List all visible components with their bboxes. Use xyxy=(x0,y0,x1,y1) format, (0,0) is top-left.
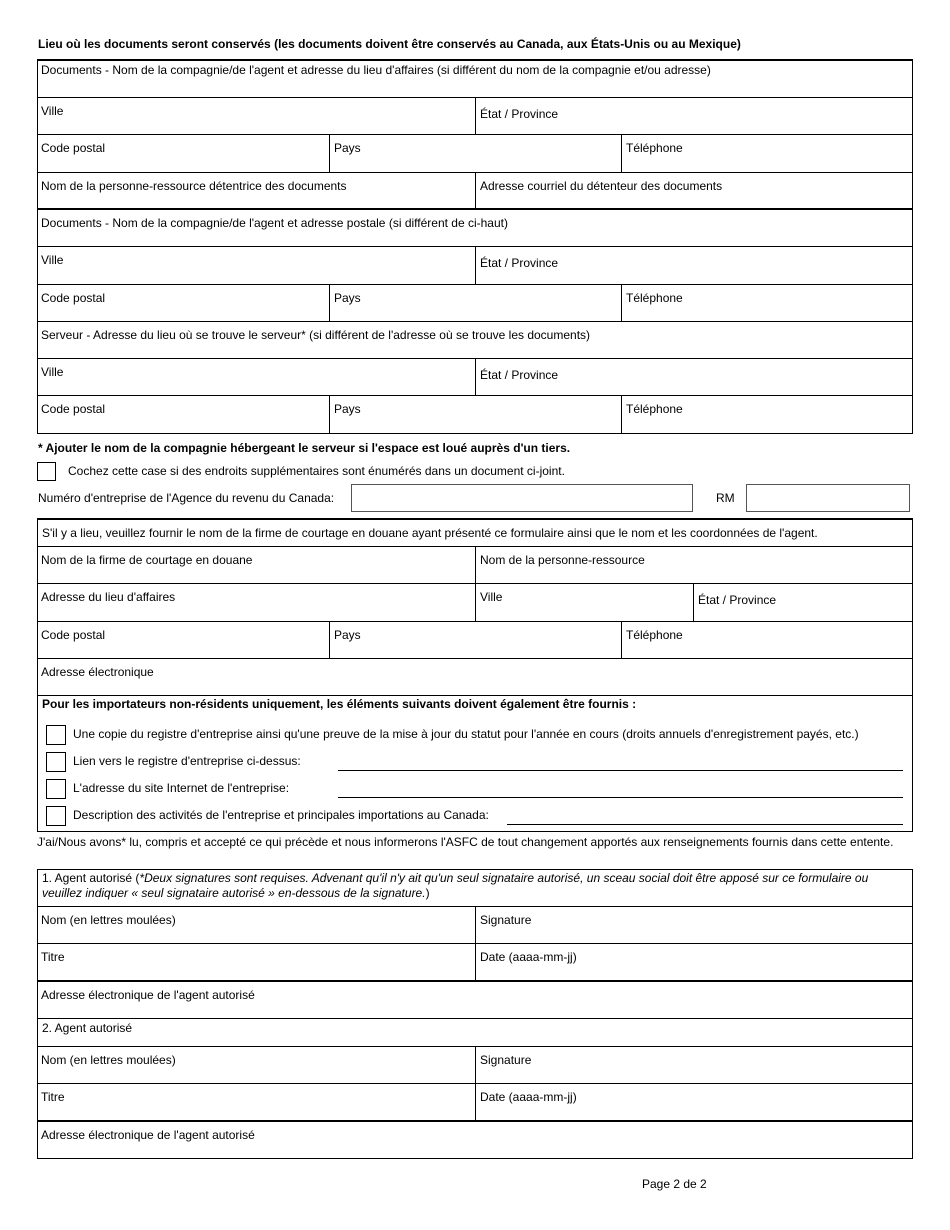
field-label: Signature xyxy=(480,1053,532,1067)
field-label: Code postal xyxy=(41,402,106,416)
docs-business-name-field[interactable] xyxy=(37,59,913,97)
broker-state-field[interactable] xyxy=(693,583,913,621)
rm-input[interactable] xyxy=(746,484,910,512)
server-country-field[interactable] xyxy=(329,395,622,434)
field-label: Téléphone xyxy=(626,402,683,416)
field-label: Titre xyxy=(41,950,65,964)
docs-mailing-phone-field[interactable] xyxy=(621,284,913,321)
business-number-input[interactable] xyxy=(351,484,693,512)
broker-phone-field[interactable] xyxy=(621,621,913,658)
field-label: Documents - Nom de la compagnie/de l'agent et adresse postale (si différent de ci-haut) xyxy=(41,216,508,230)
additional-locations-label: Cochez cette case si des endroits supplémentaires sont énumérés dans un document ci-joint. xyxy=(68,464,565,478)
field-label: État / Province xyxy=(698,593,777,607)
broker-contact-field[interactable] xyxy=(475,546,913,583)
field-label: Date (aaaa-mm-jj) xyxy=(480,1090,577,1104)
agent2-heading: 2. Agent autorisé xyxy=(42,1021,133,1035)
agent1-heading: 1. Agent autorisé (*Deux signatures sont requises. Advenant qu'il n'y ait qu'un seul signataire autorisé, un sceau social doit être apposé sur ce formulaire ou veuillez indiquer « seul signataire autorisé » en-dessous de la signature.) xyxy=(42,871,869,900)
broker-city-field[interactable] xyxy=(475,583,694,621)
field-label: Pays xyxy=(334,141,361,155)
nonresident-item1: Une copie du registre d'entreprise ainsi qu'une preuve de la mise à jour du statut pour l'année en cours (droits annuels d'enregistrement payés, etc.) xyxy=(73,727,859,741)
broker-postal-field[interactable] xyxy=(37,621,330,658)
agent1-title-field[interactable] xyxy=(37,943,475,981)
field-label: Ville xyxy=(41,365,64,379)
field-label: Adresse électronique de l'agent autorisé xyxy=(41,988,255,1002)
page-number: Page 2 de 2 xyxy=(642,1177,707,1191)
field-label: Ville xyxy=(41,253,64,267)
agent2-name-field[interactable] xyxy=(37,1046,475,1083)
nonresident-registry-link-checkbox[interactable] xyxy=(46,752,66,772)
field-label: Nom de la personne-ressource xyxy=(480,553,645,567)
broker-email-field[interactable] xyxy=(37,658,913,695)
server-footnote: * Ajouter le nom de la compagnie hébergeant le serveur si l'espace est loué auprès d'un tiers. xyxy=(38,441,571,455)
field-label: État / Province xyxy=(480,368,559,382)
nonresident-item4: Description des activités de l'entreprise et principales importations au Canada: xyxy=(73,808,489,822)
field-label: Pays xyxy=(334,628,361,642)
field-label: État / Province xyxy=(480,107,559,121)
docs-business-state-field[interactable] xyxy=(475,97,913,135)
section-title: Lieu où les documents seront conservés (les documents doivent être conservés au Canada, aux États-Unis ou au Mexique) xyxy=(38,37,741,51)
nonresident-heading: Pour les importateurs non-résidents uniquement, les éléments suivants doivent également être fournis : xyxy=(42,697,637,711)
field-label: Ville xyxy=(480,590,503,604)
field-label: Nom de la personne-ressource détentrice des documents xyxy=(41,179,347,193)
docs-business-postal-field[interactable] xyxy=(37,134,330,172)
nonresident-item3: L'adresse du site Internet de l'entreprise: xyxy=(73,781,290,795)
server-city-field[interactable] xyxy=(37,358,475,395)
server-name-field[interactable] xyxy=(37,321,913,358)
field-label: Serveur - Adresse du lieu où se trouve le serveur* (si différent de l'adresse où se trouve les documents) xyxy=(41,328,591,342)
agent1-signature-field[interactable] xyxy=(475,906,913,943)
field-label: Date (aaaa-mm-jj) xyxy=(480,950,577,964)
business-number-label: Numéro d'entreprise de l'Agence du revenu du Canada: xyxy=(38,491,335,505)
field-label: Nom (en lettres moulées) xyxy=(41,1053,176,1067)
additional-locations-checkbox[interactable] xyxy=(37,462,56,481)
agent2-date-field[interactable] xyxy=(475,1083,913,1120)
server-postal-field[interactable] xyxy=(37,395,330,434)
field-label: Nom (en lettres moulées) xyxy=(41,913,176,927)
field-label: Adresse courriel du détenteur des documents xyxy=(480,179,723,193)
docs-contact-email-field[interactable] xyxy=(475,172,913,209)
server-state-field[interactable] xyxy=(475,358,913,395)
docs-business-city-field[interactable] xyxy=(37,97,475,135)
field-label: Téléphone xyxy=(626,628,683,642)
docs-mailing-state-field[interactable] xyxy=(475,246,913,284)
server-phone-field[interactable] xyxy=(621,395,913,434)
broker-address-field[interactable] xyxy=(37,583,475,621)
docs-mailing-country-field[interactable] xyxy=(329,284,622,321)
nonresident-activities-checkbox[interactable] xyxy=(46,806,66,826)
docs-business-phone-field[interactable] xyxy=(621,134,913,172)
field-label: Titre xyxy=(41,1090,65,1104)
field-label: Adresse électronique de l'agent autorisé xyxy=(41,1128,255,1142)
field-label: Téléphone xyxy=(626,291,683,305)
activities-line[interactable] xyxy=(507,824,903,825)
docs-business-country-field[interactable] xyxy=(329,134,622,172)
agent1-email-field[interactable] xyxy=(37,981,913,1018)
field-label: Pays xyxy=(334,291,361,305)
agent2-title-field[interactable] xyxy=(37,1083,475,1120)
nonresident-item2: Lien vers le registre d'entreprise ci-dessus: xyxy=(73,754,301,768)
agent1-name-field[interactable] xyxy=(37,906,475,943)
registry-link-line[interactable] xyxy=(338,770,903,771)
field-label: Code postal xyxy=(41,141,106,155)
field-label: Signature xyxy=(480,913,532,927)
field-label: Adresse électronique xyxy=(41,665,154,679)
docs-mailing-city-field[interactable] xyxy=(37,246,475,284)
broker-intro: S'il y a lieu, veuillez fournir le nom de la firme de courtage en douane ayant présenté ce formulaire ainsi que le nom et les coordonnées de l'agent. xyxy=(42,526,818,540)
website-line[interactable] xyxy=(338,797,903,798)
field-label: Adresse du lieu d'affaires xyxy=(41,590,176,604)
broker-firm-name-field[interactable] xyxy=(37,546,475,583)
field-label: Pays xyxy=(334,402,361,416)
agent1-date-field[interactable] xyxy=(475,943,913,981)
docs-mailing-name-field[interactable] xyxy=(37,209,913,246)
nonresident-registry-copy-checkbox[interactable] xyxy=(46,725,66,745)
rm-label: RM xyxy=(716,491,735,505)
field-label: Ville xyxy=(41,104,64,118)
field-label: État / Province xyxy=(480,256,559,270)
field-label: Nom de la firme de courtage en douane xyxy=(41,553,253,567)
field-label: Téléphone xyxy=(626,141,683,155)
field-label: Code postal xyxy=(41,628,106,642)
field-label: Code postal xyxy=(41,291,106,305)
agent2-signature-field[interactable] xyxy=(475,1046,913,1083)
broker-country-field[interactable] xyxy=(329,621,622,658)
acknowledgement-text: J'ai/Nous avons* lu, compris et accepté ce qui précède et nous informerons l'ASFC de tout changement apportés aux renseignements fournis dans cette entente. xyxy=(37,835,894,849)
docs-contact-name-field[interactable] xyxy=(37,172,475,209)
field-label: Documents - Nom de la compagnie/de l'agent et adresse du lieu d'affaires (si différent du nom de la compagnie et/ou adresse) xyxy=(41,63,711,77)
agent2-email-field[interactable] xyxy=(37,1121,913,1159)
docs-mailing-postal-field[interactable] xyxy=(37,284,330,321)
nonresident-website-checkbox[interactable] xyxy=(46,779,66,799)
